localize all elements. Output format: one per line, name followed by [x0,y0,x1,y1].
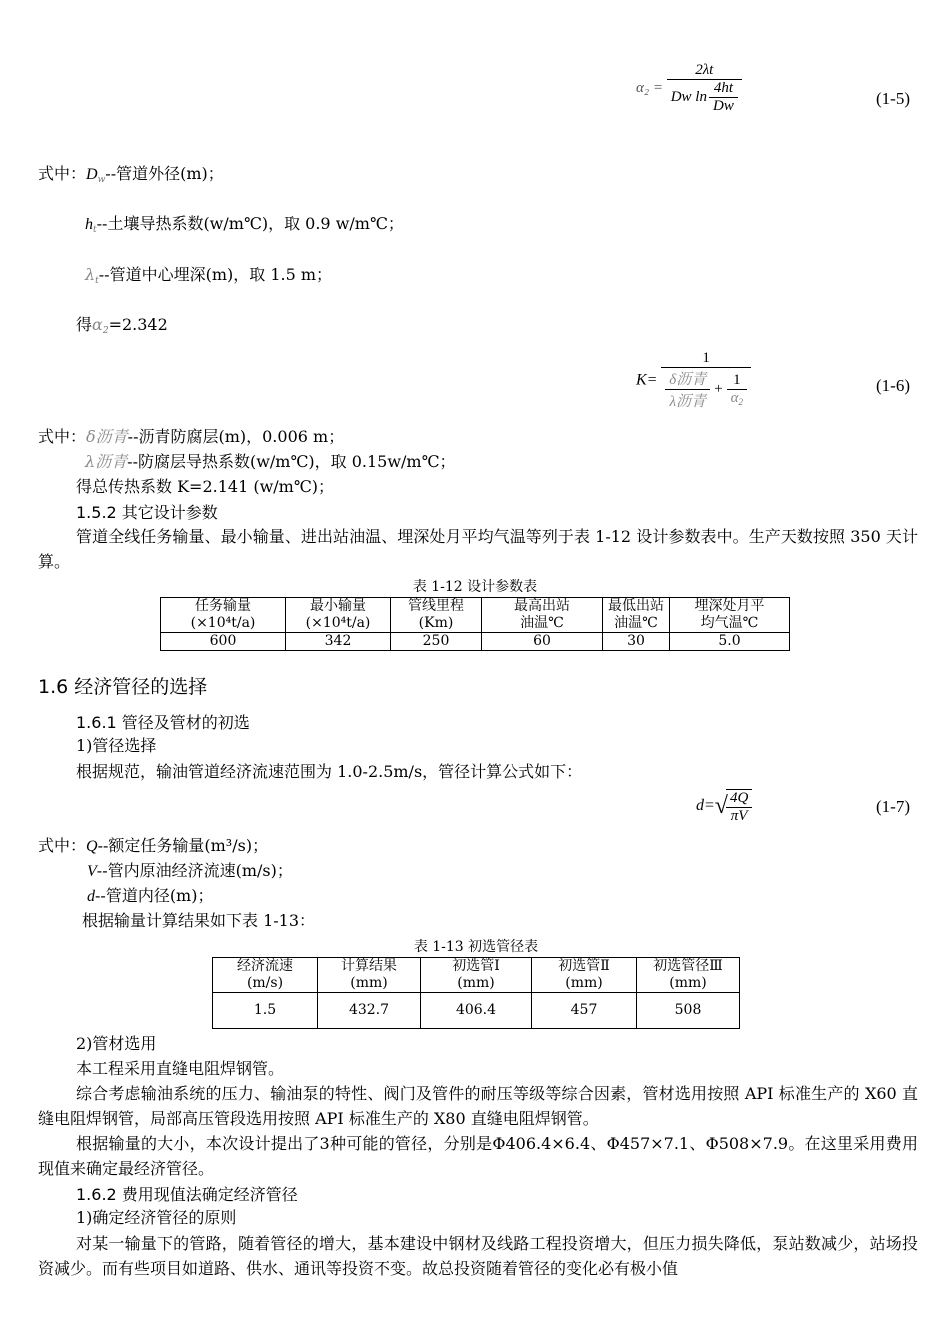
para-1-5-2: 管道全线任务输量、最小输量、进出站油温、埋深处月平均气温等列于表 1-12 设计参数表中。生产天数按照 350 天计算。 [38,527,918,571]
eq16-d2-num: 1 [733,372,741,388]
def-lambda-t: $\lambda_t--$管道中心埋深(m)，取 1.5 m； [85,265,333,286]
eq15-inner-den: Dw [712,98,734,114]
heading-1-6: 1.6 经济管径的选择 [38,676,208,698]
table-cell: 5.0 [670,633,790,651]
eq17-denominator: πV [730,808,748,824]
def-v: V--管内原油经济流速(m/s)； [87,861,293,880]
table-cell: 432.7 [318,993,421,1029]
def-ht: $h_t--$土壤导热系数(w/m℃)，取 0.9 w/m℃； [85,214,404,235]
eq16-numerator: 1 [702,350,710,366]
eq15-lhs: α₂ = [636,80,663,96]
table-row [213,993,740,1029]
def-q: 式中：Q--额定任务输量(m³/s)； [38,836,269,855]
equation-number-1-5: (1-5) [876,89,910,108]
eq15-numerator: 2λt [695,62,714,78]
table-cell: 508 [637,993,740,1029]
def-dw: 式中：$D_w--$管道外径(m)； [38,164,224,185]
table-cell: 250 [391,633,482,651]
table-cell: 1.5 [213,993,318,1029]
table-1-13-caption: 表 1-13 初选管径表 [413,939,539,955]
sub-material-selection: 2)管材选用 [76,1034,157,1053]
eq15-den-a: Dw ln [670,89,707,105]
table-1-13 [212,957,740,1029]
eq16-plus: + [714,381,723,397]
eq15-inner-num: 4ht [713,80,733,96]
eq16-d1-den: λ沥青 [669,394,706,410]
eq16-fraction: 1 $\frac{\text{δ沥青}}{\text{λ沥青}}$ + $\frac{1}{\alpha_2}$ [661,350,751,411]
table-1-12 [160,597,790,651]
equation-number-1-7: (1-7) [876,797,910,816]
eq16-d2-den: α [730,390,739,406]
eq15-fraction [667,62,742,115]
table-cell: 600 [161,633,286,651]
equation-1-7 [696,786,752,826]
equation-number-1-6: (1-6) [876,376,910,395]
table-row: 经济流速 (m/s) 计算结果 (mm) 初选管Ⅰ (mm) 初选管Ⅱ (mm) 初选管径Ⅲ (mm) [213,958,740,993]
para-material-2: 综合考虑输油系统的压力、输油泵的特性、阀门及管件的耐压等级等综合因素，管材选用按照 API 标准生产的 X60 直缝电阻焊钢管，局部高压管段选用按照 API 标准生产的 X80 直缝电阻焊钢管。 [38,1084,918,1128]
heading-1-6-1: 1.6.1 管径及管材的初选 [76,713,250,732]
result-k: 得总传热系数 K=2.141 (w/m℃)； [76,477,334,496]
sub-principle: 1)确定经济管径的原则 [76,1208,237,1227]
eq16-lhs: K= [636,371,658,389]
def-d: d--管道内径(m)； [87,886,214,905]
sub-diameter-selection: 1)管径选择 [76,736,157,755]
table-cell: 30 [603,633,670,651]
table-row: 任务输量 (×10⁴t/a) 最小输量 (×10⁴t/a) 管线里程 (Km) 最高出站 油温℃ 最低出站 油温℃ 埋深处月平 均气温℃ [161,598,790,633]
table-row [161,633,790,651]
equation-1-5 [636,62,742,115]
para-material-3: 根据输量的大小，本次设计提出了3种可能的管径，分别是Φ406.4×6.4、Φ457×7.1、Φ508×7.9。在这里采用费用现值来确定最经济管径。 [38,1134,918,1178]
eq17-numerator: 4Q [729,790,749,806]
table-cell: 60 [482,633,603,651]
para-table-ref: 根据输量计算结果如下表 1-13： [82,911,316,930]
def-delta-asphalt: 式中：δ沥青--沥青防腐层(m)，0.006 m； [38,427,345,446]
def-lambda-asphalt: λ沥青--防腐层导热系数(w/m℃)，取 0.15w/m℃； [85,452,456,471]
heading-1-6-2: 1.6.2 费用现值法确定经济管径 [76,1185,298,1204]
table-1-12-caption: 表 1-12 设计参数表 [412,579,538,595]
table-cell: 457 [532,993,637,1029]
para-principle: 对某一输量下的管路，随着管径的增大，基本建设中钢材及线路工程投资增大，但压力损失降低，泵站数减少，站场投资减少。而有些项目如道路、供水、通讯等投资不变。故总投资随着管径的变化必有极小值 [38,1234,918,1278]
para-velocity-range: 根据规范，输油管道经济流速范围为 1.0-2.5m/s，管径计算公式如下： [76,762,583,781]
table-cell: 342 [286,633,391,651]
equation-1-6 [636,350,751,411]
result-alpha2: 得$\alpha_2=2.342$ [76,315,168,336]
sqrt-icon: √ [714,793,728,819]
heading-1-5-2: 1.5.2 其它设计参数 [76,503,218,522]
eq16-d1-num: δ沥青 [669,372,707,388]
table-cell: 406.4 [421,993,532,1029]
eq17-lhs: d= [696,797,715,814]
para-material-1: 本工程采用直缝电阻焊钢管。 [76,1059,285,1078]
